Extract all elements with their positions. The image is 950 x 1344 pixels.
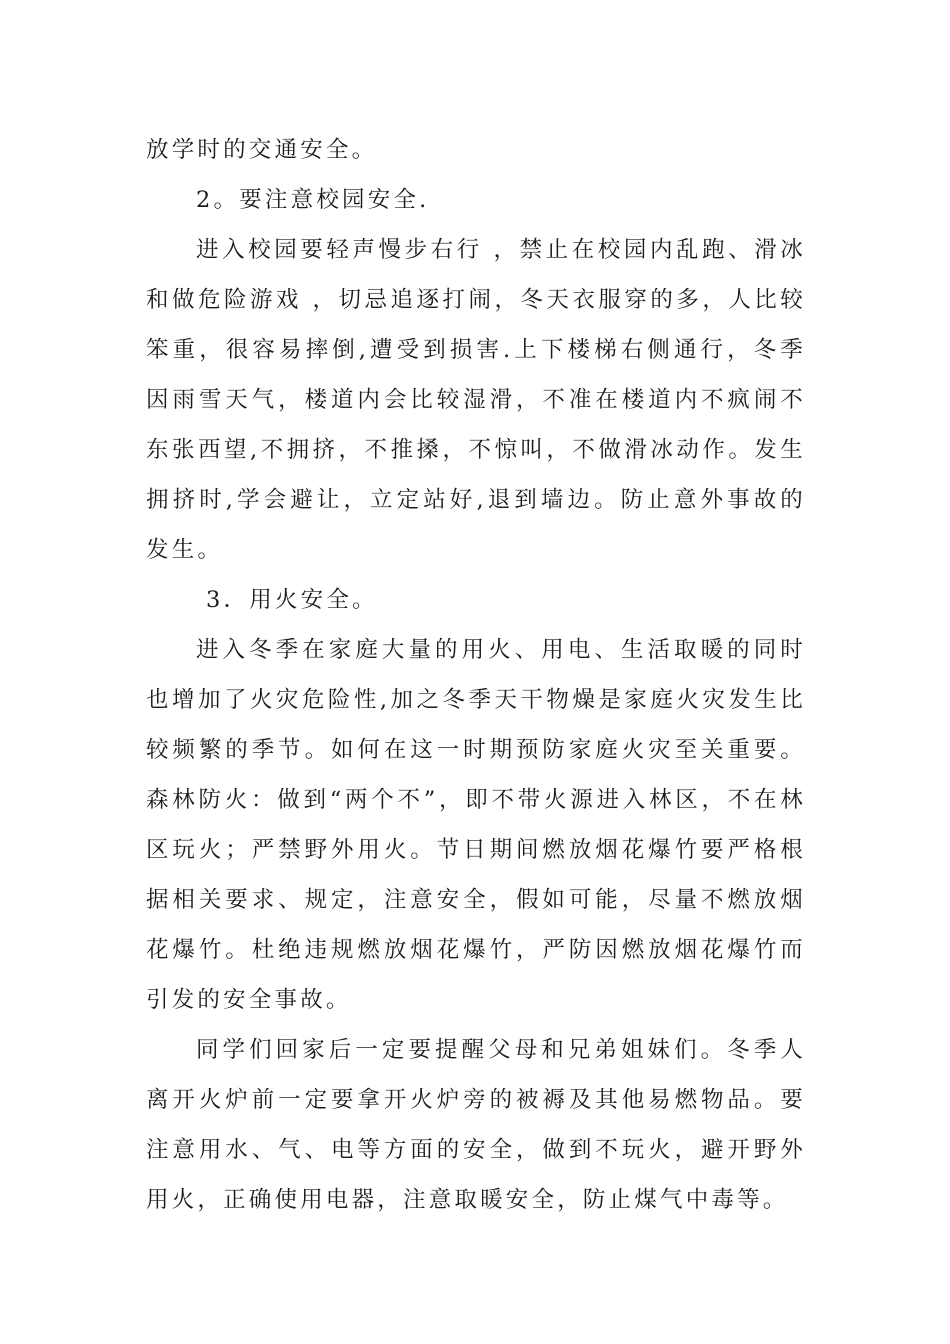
paragraph-traffic-safety-end: 放学时的交通安全。 xyxy=(146,137,378,163)
heading-fire-safety: 3．用火安全。 xyxy=(206,587,378,613)
paragraph-fire-safety: 进入冬季在家庭大量的用火、用电、生活取暖的同时也增加了火灾危险性,加之冬季天干物燥是家庭火灾发生比较频繁的季节。如何在这一时期预防家庭火灾至关重要。森林防火：做到“两个不”，即不带火源进入林区，不在林区玩火；严禁野外用火。节日期间燃放烟花爆竹要严格根据相关要求、规定，注意安全，假如可能，尽量不燃放烟花爆竹。杜绝违规燃放烟花爆竹，严防因燃放烟花爆竹而引发的安全事故。 xyxy=(146,637,806,1013)
paragraph-home-reminder: 同学们回家后一定要提醒父母和兄弟姐妹们。冬季人离开火炉前一定要拿开火炉旁的被褥及其他易燃物品。要注意用水、气、电等方面的安全，做到不玩火，避开野外用火，正确使用电器，注意取暖安全，防止煤气中毒等。 xyxy=(146,1037,806,1213)
heading-campus-safety: 2。要注意校园安全. xyxy=(196,187,430,213)
paragraph-campus-safety: 进入校园要轻声慢步右行 ，禁止在校园内乱跑、滑冰和做危险游戏 ，切忌追逐打闹，冬天衣服穿的多，人比较笨重，很容易摔倒,遭受到损害.上下楼梯右侧通行，冬季因雨雪天气，楼道内会比较湿滑，不准在楼道内不疯闹不东张西望,不拥挤，不推搡，不惊叫，不做滑冰动作。发生拥挤时,学会避让，立定站好,退到墙边。防止意外事故的发生。 xyxy=(146,237,806,563)
